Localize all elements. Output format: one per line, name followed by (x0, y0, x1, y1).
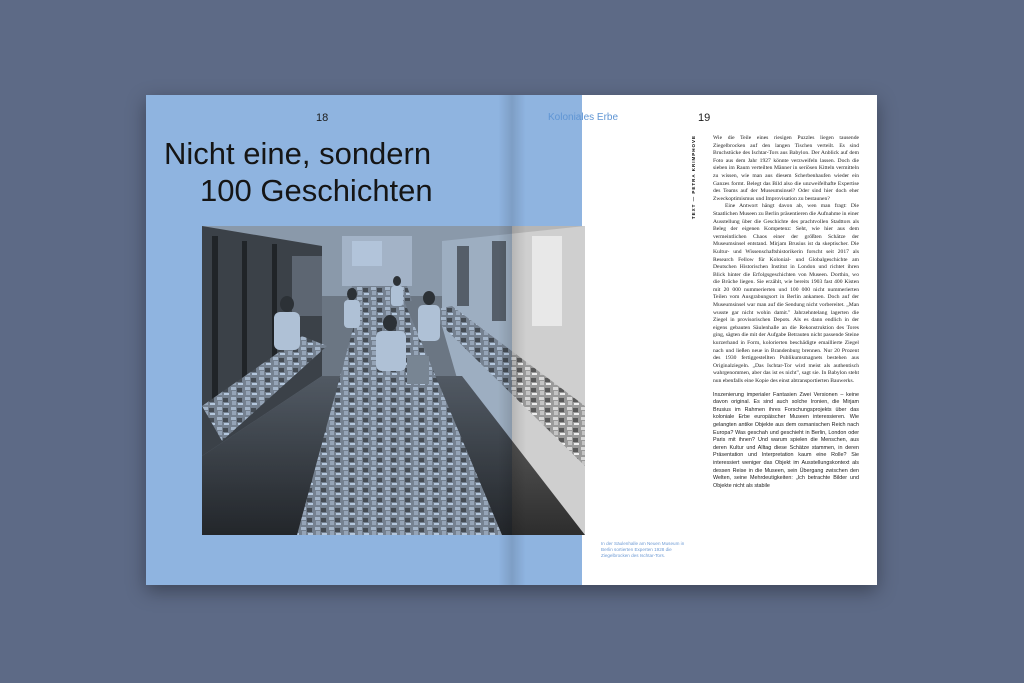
magazine-spread (146, 95, 877, 585)
paragraph-3: Inszenierung imperialer Fantasien Zwei Versionen – keine davon original. Es sind auch solche Ironien, die Mirjam Brusius im Rahmen ihres Forschungsprojekts über das koloniale Erbe europäischer Museen interessieren. Wie gelangten antike Objekte aus dem osmanischen Reich nach Europa? Was geschah und geschieht in Berlin, London oder Paris mit ihnen? Und warum spielen die Menschen, aus deren Kultur und Alltag diese Schätze stammen, in deren Präsentation und Interpretation kaum eine Rolle? Sie interessiert weniger das Objekt im Ausstellungskontext als dessen Reise in die Museen, sein Übergang zwischen den Welten, seine Mehrdeutigkeiten: „Ich betrachte Bilder und Objekte nicht als stabile (713, 391, 859, 489)
page-number-left: 18 (316, 112, 329, 124)
page-number-right: 19 (698, 112, 711, 124)
article-title (164, 135, 433, 209)
article-body (713, 135, 859, 490)
title-line-1: Nicht eine, sondern (164, 136, 432, 171)
byline (691, 135, 699, 220)
title-line-2: 100 Geschichten (200, 173, 433, 208)
photo-caption: In der Säulenhalle am Neuen Museum in Berlin sortierten Experten 1928 die Ziegelbrocken des Ischtar-Tors. (601, 541, 685, 558)
paragraph-1: Wie die Teile eines riesigen Puzzles liegen tausende Ziegelbrocken auf den langen Tischen verteilt. Es sind Bruchstücke des Ischtar-Tors aus Babylon. Der Anblick auf dem Foto aus dem Jahr 1927 könnte verzweifeln lassen. Doch die sieben im Raum verteilten Männer in seriösen Kitteln vermitteln zu wissen, wie man aus diesem Scherbenhaufen wieder ein Ganzes formt. Belegt das Bild also die unzweifelhafte Expertise des Teams auf der Museumsinsel? Oder sind hier doch eher Zweckoptimismus und Improvisation zu bestaunen? (713, 135, 859, 202)
paragraph-2: Eine Antwort hängt davon ab, wen man fragt: Die Staatlichen Museen zu Berlin präsentieren die Aufnahme in einer Ausstellung über die Geschichte des prachtvollen Stadttors als Beleg der eigenen Kompetenz: Seht, wie hier aus dem vermeintlichen Chaos einer der größten Schätze der Museumsinsel entstand. Mirjam Brusius ist da skeptischer. Die Kultur- und Wissenschaftshistorikerin forscht seit 2017 als Research Fellow für Kolonial- und Globalgeschichte am Deutschen Historischen Institut in London und richtet ihren Blick hinter die Erfolgsgeschichten von Museen. Dorthin, wo die Brüche liegen. Sie erzählt, wie bereits 1903 fast 400 Kisten mit 20 000 nummerierten und 100 000 nicht nummerierten Teilen vom Ausgrabungsort in Berlin ankamen. Doch auf der Museumsinsel war man auf die Sendung nicht vorbereitet. „Man wusste gar nicht wohin damit." Jahrzehntelang lagerten die Ziegel in provisorischen Depots. Als es dann endlich in der eigens gebauten Säulenhalle an die Rekonstruktion des Tores ging, sägten die mit der Aufgabe Betrauten nicht passende Steine kurzerhand in Form, kolorierten beschädigte emaillierte Ziegel nach und ließen neue in Brandenburg brennen. Nur 20 Prozent des 1930 fertiggestellten Publikumsmagnets bestehen aus Originalziegeln. „Das Ischtar-Tor wird meist als authentisch wahrgenommen, aber das ist es nicht", sagt sie. In Babylon steht nun ebenfalls eine Kopie des einst abtransportierten Bauwerks. (713, 203, 860, 384)
running-head: Koloniales Erbe (548, 112, 619, 123)
archival-photo (202, 226, 585, 535)
byline-text: TEXT — PETRA KRIMPHOVE (691, 135, 696, 220)
